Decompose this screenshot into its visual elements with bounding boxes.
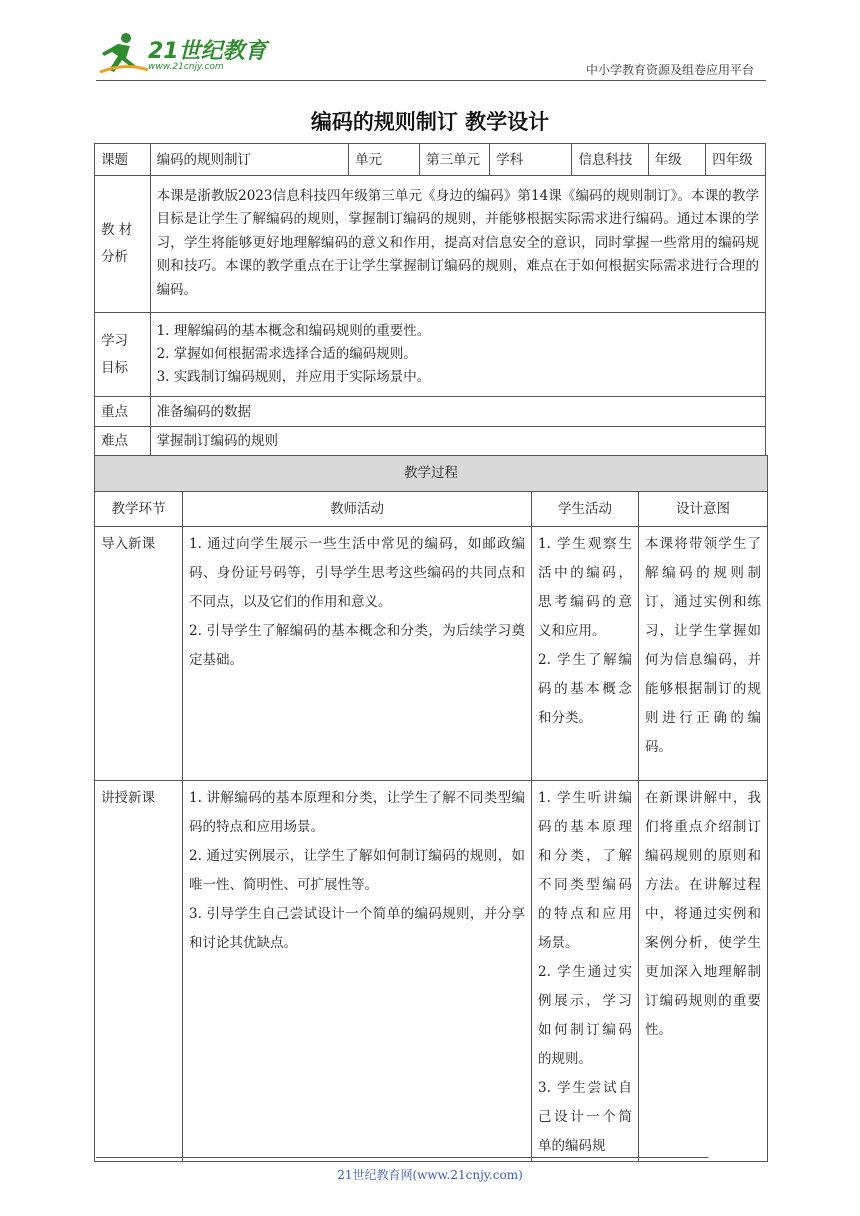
student-activity xyxy=(532,781,639,1162)
column-header: 设计意图 xyxy=(639,492,768,527)
document-title: 编码的规则制订 教学设计 xyxy=(310,110,550,134)
subject-label: 学科 xyxy=(490,144,572,176)
grade-value: 四年级 xyxy=(706,144,766,176)
goals-label-text: 学习 目标 xyxy=(101,332,128,376)
goal-item: 2. 掌握如何根据需求选择合适的编码规则。 xyxy=(156,346,417,362)
grade-label: 年级 xyxy=(648,144,706,176)
difficulty-label: 难点 xyxy=(95,427,151,456)
student-step: 1. 学生听讲编码的基本原理和分类，了解不同类型编码的特点和应用场景。 xyxy=(538,790,632,951)
student-step: 1. 学生观察生活中的编码，思考编码的意义和应用。 xyxy=(538,536,632,639)
unit-value: 第三单元 xyxy=(420,144,490,176)
header-tagline: 中小学教育资源及组卷应用平台 xyxy=(585,63,754,77)
column-header: 教学环节 xyxy=(95,492,183,527)
student-activity xyxy=(532,527,639,781)
teacher-step: 3. 引导学生自己尝试设计一个简单的编码规则，并分享和讨论其优缺点。 xyxy=(189,906,525,951)
teacher-step: 1. 讲解编码的基本原理和分类，让学生了解不同类型编码的特点和应用场景。 xyxy=(189,790,525,835)
goal-item: 1. 理解编码的基本概念和编码规则的重要性。 xyxy=(156,323,431,339)
design-intent-text: 在新课讲解中，我们将重点介绍制订编码规则的原则和方法。在讲解过程中，将通过实例和案例分析，使学生更加深入地理解制订编码规则的重要性。 xyxy=(645,790,761,1038)
footer-divider xyxy=(96,1157,708,1158)
table-row xyxy=(95,527,768,781)
teacher-activity xyxy=(183,781,532,1162)
header-divider xyxy=(96,80,766,81)
student-step: 2. 学生通过实例展示，学习如何制订编码的规则。 xyxy=(538,964,632,1067)
goals-label xyxy=(95,313,151,397)
learning-goals xyxy=(150,313,765,397)
table-row xyxy=(95,781,768,1162)
subject-value: 信息科技 xyxy=(572,144,648,176)
logo-url: www.21cnjy.com xyxy=(148,62,224,72)
design-intent xyxy=(639,527,768,781)
course-value: 编码的规则制订 xyxy=(150,144,349,176)
logo-text: 21世纪教育 xyxy=(148,39,267,64)
teacher-step: 1. 通过向学生展示一些生活中常见的编码，如邮政编码、身份证号码等，引导学生思考这些编码的共同点和不同点，以及它们的作用和意义。 xyxy=(189,536,525,610)
column-header: 学生活动 xyxy=(532,492,639,527)
unit-label: 单元 xyxy=(349,144,420,176)
stage-cell: 导入新课 xyxy=(95,527,183,781)
material-analysis: 本课是浙教版2023信息科技四年级第三单元《身边的编码》第14课《编码的规则制订》。本课的教学目标是让学生了解编码的规则，掌握制订编码的规则，并能够根据实际需求进行编码。通过本课的学习，学生将能够更好地理解编码的意义和作用，提高对信息安全的意识，同时掌握一些常用的编码规则和技巧。本课的教学重点在于让学生掌握制订编码的规则，难点在于如何根据实际需求进行合理的编码。 xyxy=(150,176,765,313)
process-heading: 教学过程 xyxy=(95,456,768,492)
design-intent-text: 本课将带领学生了解编码的规则制订，通过实例和练习，让学生掌握如何为信息编码，并能够根据制订的规则进行正确的编码。 xyxy=(645,536,761,755)
course-label: 课题 xyxy=(95,144,151,176)
column-header: 教师活动 xyxy=(183,492,532,527)
teacher-step: 2. 通过实例展示，让学生了解如何制订编码的规则，如唯一性、简明性、可扩展性等。 xyxy=(189,848,525,893)
page-header xyxy=(0,0,860,80)
course-info-table xyxy=(94,143,766,456)
key-point-value: 准备编码的数据 xyxy=(150,397,765,427)
student-step: 2. 学生了解编码的基本概念和分类。 xyxy=(538,652,632,726)
teacher-activity xyxy=(183,527,532,781)
stage-cell: 讲授新课 xyxy=(95,781,183,1162)
teacher-step: 2. 引导学生了解编码的基本概念和分类，为后续学习奠定基础。 xyxy=(189,623,525,668)
teaching-process-table xyxy=(94,455,768,1162)
student-step: 3. 学生尝试自己设计一个简单的编码规 xyxy=(538,1080,632,1154)
footer-source[interactable]: 21世纪教育网(www.21cnjy.com) xyxy=(337,1168,523,1182)
material-label xyxy=(95,176,151,313)
material-label-text: 教 材 分析 xyxy=(101,222,133,265)
difficulty-value: 掌握制订编码的规则 xyxy=(150,427,765,456)
key-point-label: 重点 xyxy=(95,397,151,427)
goal-item: 3. 实践制订编码规则，并应用于实际场景中。 xyxy=(156,369,431,385)
design-intent xyxy=(639,781,768,1162)
